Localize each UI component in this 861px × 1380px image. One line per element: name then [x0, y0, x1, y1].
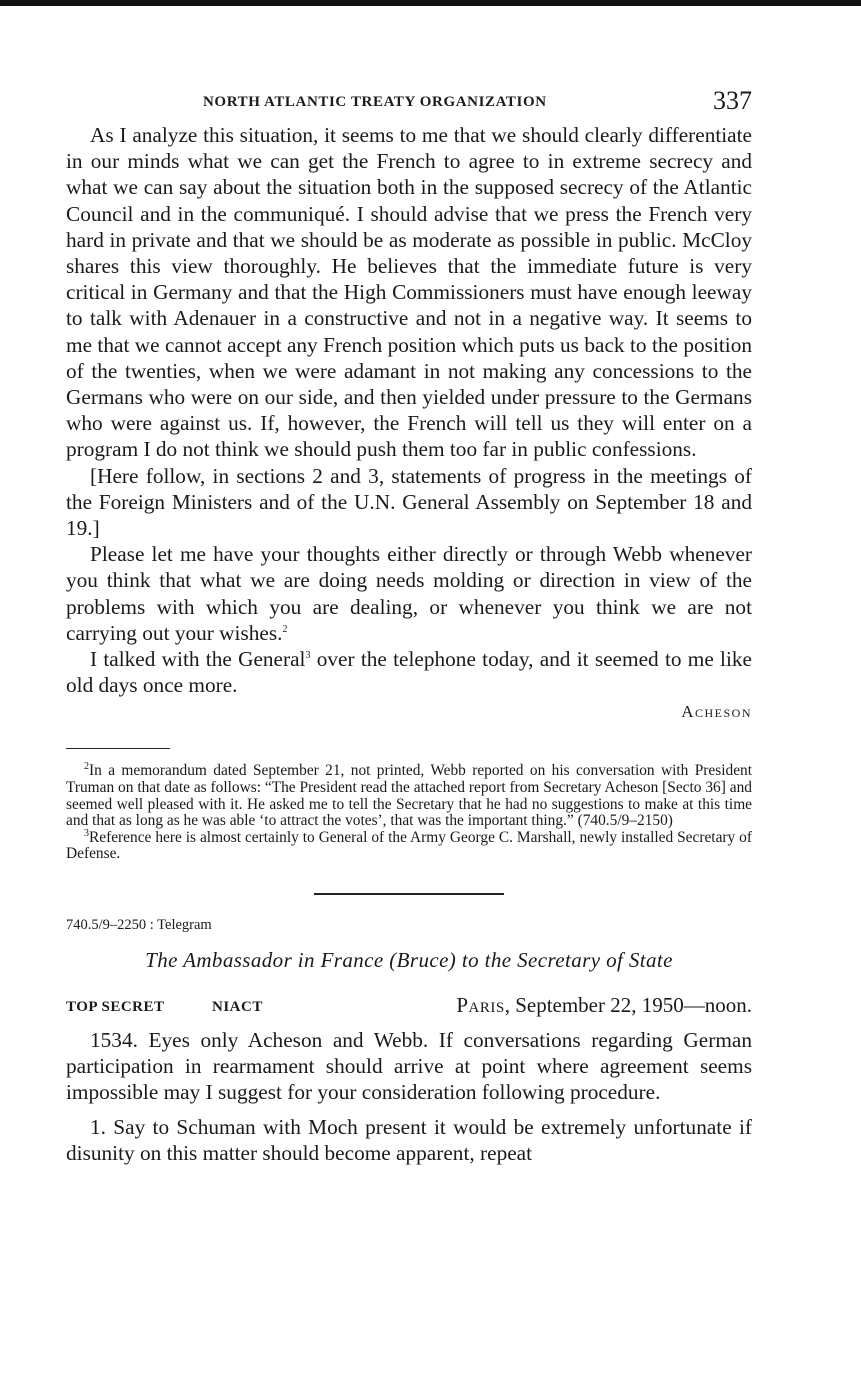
- footnote-text: Reference here is almost certainly to General of the Army George C. Marshall, newly installed Secretary of Defense.: [66, 828, 752, 863]
- document-title: The Ambassador in France (Bruce) to the Secretary of State: [145, 948, 673, 973]
- classification-label: TOP SECRET: [66, 999, 165, 1016]
- telegram-paragraph: 1534. Eyes only Acheson and Webb. If conversations regarding German participation in rearmament should arrive at point where agreement seems impossible may I suggest for your consideration following procedure.: [66, 1028, 752, 1105]
- telegram-paragraph: 1. Say to Schuman with Moch present it would be extremely unfortunate if disunity on this matter should become apparent, repeat: [66, 1114, 752, 1165]
- running-head-title: NORTH ATLANTIC TREATY ORGANIZATION: [203, 94, 547, 110]
- dateline: [456, 993, 752, 1018]
- dateline-date: , September 22, 1950—noon.: [504, 993, 752, 1018]
- editorial-note-paragraph: [Here follow, in sections 2 and 3, statements of progress in the meetings of the Foreign Ministers and of the U.N. General Assembly on September 18 and 19.]: [66, 463, 752, 541]
- footnote-rule: [66, 748, 170, 749]
- body-paragraph: [66, 646, 752, 698]
- footnote-mark: 2: [84, 761, 89, 773]
- footnote: [66, 827, 752, 863]
- footnote-mark: 3: [84, 827, 89, 839]
- document-page: [66, 86, 752, 1166]
- paragraph-text: Please let me have your thoughts either directly or through Webb whenever you think that what we are doing needs molding or direction in view of the problems with which you are dealing, or whenever you think we are not carrying out your wishes.: [66, 542, 752, 645]
- classification-row: [66, 993, 752, 1021]
- top-edge-rule: [0, 0, 861, 6]
- signature: Acheson: [681, 702, 752, 722]
- paragraph-text: I talked with the General: [90, 647, 306, 672]
- footnote-text: In a memorandum dated September 21, not printed, Webb reported on his conversation with President Truman on that date as follows: “The President read the attached report from Secretary Acheson [Secto 36] and seemed well pleased with it. He asked me to tell the Secretary that he had no suggestions to make at this time and that as long as he was able ‘to attract the votes’, that was the important thing.” (740.5/9–2150): [66, 762, 752, 830]
- precedence-code: NIACT: [212, 999, 263, 1016]
- paragraph-text: over the telephone today, and it seemed to me like old days once more.: [66, 647, 752, 698]
- page-number: 337: [713, 86, 752, 115]
- running-head: [66, 86, 752, 122]
- footnote-reference: 3: [305, 649, 311, 661]
- footnote-reference: 2: [282, 623, 288, 635]
- section-separator: [314, 893, 504, 895]
- body-paragraph: [66, 541, 752, 646]
- file-reference: 740.5/9–2250 : Telegram: [66, 917, 212, 934]
- body-paragraph: As I analyze this situation, it seems to me that we should clearly differentiate in our minds what we can get the French to agree to in extreme secrecy and what we can say about the situation both in the supposed secrecy of the Atlantic Council and in the communiqué. I should advise that we press the French very hard in private and that we should be as moderate as possible in public. McCloy shares this view thoroughly. He believes that the immediate future is very critical in Germany and that the High Commissioners must have enough leeway to talk with Adenauer in a constructive and not in a negative way. It seems to me that we cannot accept any French position which puts us back to the position of the twenties, when we were adamant in not making any concessions to the Germans who were on our side, and then yielded under pressure to the Germans who were against us. If, however, the French will tell us they will enter on a program I do not think we should push them too far in public confessions.: [66, 123, 752, 462]
- dateline-place: Paris: [456, 993, 505, 1018]
- footnote: [66, 763, 752, 829]
